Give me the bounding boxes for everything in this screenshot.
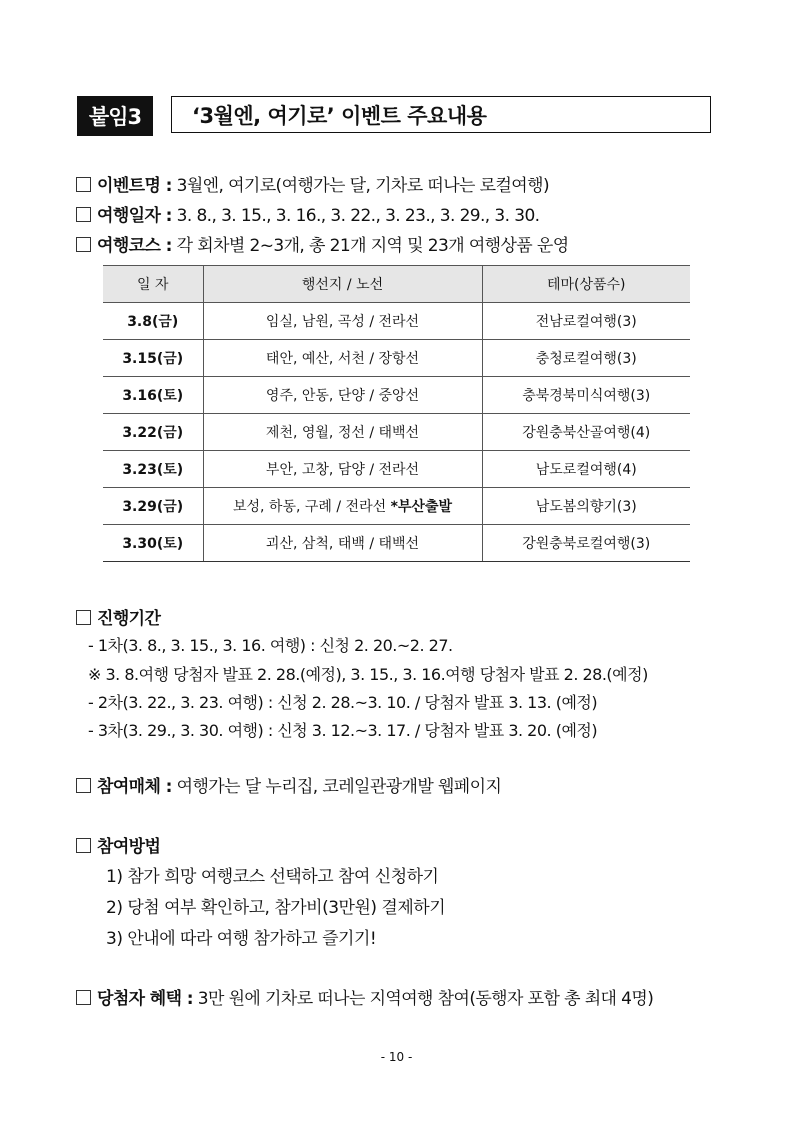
table-row [103, 525, 690, 562]
method-label: 참여방법 [97, 837, 161, 857]
cell-theme: 충북경북미식여행(3) [482, 377, 690, 414]
cell-theme: 남도봄의향기(3) [482, 488, 690, 525]
route-text: 부안, 고창, 담양 / 전라선 [265, 462, 420, 478]
table-row [103, 414, 690, 451]
cell-theme: 남도로컬여행(4) [482, 451, 690, 488]
cell-theme: 충청로컬여행(3) [482, 340, 690, 377]
checkbox-square-icon [76, 237, 91, 252]
table-row [103, 451, 690, 488]
method-step: 3) 안내에 따라 여행 참가하고 즐기기! [106, 929, 377, 949]
page-title: ‘3월엔, 여기로’ 이벤트 주요내용 [171, 96, 711, 133]
route-note: *부산출발 [390, 499, 452, 515]
cell-route [203, 340, 482, 377]
period-item: - 1차(3. 8., 3. 15., 3. 16. 여행) : 신청 2. 20.~2. 27. [88, 636, 453, 655]
cell-route [203, 451, 482, 488]
attachment-badge: 붙임3 [77, 96, 153, 136]
route-text: 괴산, 삼척, 태백 / 태백선 [265, 536, 420, 552]
page-number: - 10 - [380, 1050, 413, 1064]
course-table [103, 265, 690, 562]
route-text: 제천, 영월, 정선 / 태백선 [265, 425, 420, 441]
cell-date: 3.8(금) [103, 303, 203, 340]
checkbox-square-icon [76, 610, 91, 625]
checkbox-square-icon [76, 778, 91, 793]
cell-date: 3.22(금) [103, 414, 203, 451]
checkbox-square-icon [76, 177, 91, 192]
cell-date: 3.29(금) [103, 488, 203, 525]
cell-theme: 강원충북산골여행(4) [482, 414, 690, 451]
cell-route [203, 525, 482, 562]
travel-dates-value: 3. 8., 3. 15., 3. 16., 3. 22., 3. 23., 3. 29., 3. 30. [176, 206, 540, 226]
checkbox-square-icon [76, 207, 91, 222]
route-text: 보성, 하동, 구례 / 전라선 [232, 499, 391, 515]
table-row [103, 340, 690, 377]
benefit-line [76, 984, 653, 1009]
media-value: 여행가는 달 누리집, 코레일관광개발 웹페이지 [176, 777, 502, 797]
cell-theme: 강원충북로컬여행(3) [482, 525, 690, 562]
period-note: ※ 3. 8.여행 당첨자 발표 2. 28.(예정), 3. 15., 3. 16.여행 당첨자 발표 2. 28.(예정) [88, 665, 648, 684]
cell-date: 3.23(토) [103, 451, 203, 488]
cell-route [203, 303, 482, 340]
media-line [76, 772, 501, 797]
header-route: 행선지 / 노선 [203, 266, 482, 303]
period-heading [76, 604, 160, 629]
cell-date: 3.30(토) [103, 525, 203, 562]
cell-date: 3.16(토) [103, 377, 203, 414]
event-name-line [76, 171, 549, 196]
cell-route [203, 414, 482, 451]
course-value: 각 회차별 2~3개, 총 21개 지역 및 23개 여행상품 운영 [176, 236, 569, 256]
checkbox-square-icon [76, 838, 91, 853]
media-label: 참여매체 : [97, 777, 172, 797]
benefit-label: 당첨자 혜택 : [97, 989, 193, 1009]
method-step: 2) 당첨 여부 확인하고, 참가비(3만원) 결제하기 [106, 898, 446, 918]
cell-theme: 전남로컬여행(3) [482, 303, 690, 340]
event-name-label: 이벤트명 : [97, 176, 172, 196]
table-row [103, 488, 690, 525]
course-label: 여행코스 : [97, 236, 172, 256]
benefit-value: 3만 원에 기차로 떠나는 지역여행 참여(동행자 포함 총 최대 4명) [197, 989, 654, 1009]
checkbox-square-icon [76, 990, 91, 1005]
route-text: 영주, 안동, 단양 / 중앙선 [265, 388, 420, 404]
route-text: 임실, 남원, 곡성 / 전라선 [265, 314, 420, 330]
cell-date: 3.15(금) [103, 340, 203, 377]
table-row [103, 303, 690, 340]
route-text: 태안, 예산, 서천 / 장항선 [265, 351, 420, 367]
cell-route [203, 488, 482, 525]
method-heading [76, 832, 160, 857]
event-name-value: 3월엔, 여기로(여행가는 달, 기차로 떠나는 로컬여행) [176, 176, 549, 196]
course-line [76, 231, 569, 256]
method-step: 1) 참가 희망 여행코스 선택하고 참여 신청하기 [106, 867, 439, 887]
header-theme: 테마(상품수) [482, 266, 690, 303]
travel-dates-label: 여행일자 : [97, 206, 172, 226]
cell-route [203, 377, 482, 414]
period-label: 진행기간 [97, 609, 161, 629]
travel-dates-line [76, 201, 539, 226]
header-date: 일 자 [103, 266, 203, 303]
table-row [103, 377, 690, 414]
period-item: - 2차(3. 22., 3. 23. 여행) : 신청 2. 28.~3. 10. / 당첨자 발표 3. 13. (예정) [88, 693, 598, 712]
period-item: - 3차(3. 29., 3. 30. 여행) : 신청 3. 12.~3. 17. / 당첨자 발표 3. 20. (예정) [88, 721, 598, 740]
